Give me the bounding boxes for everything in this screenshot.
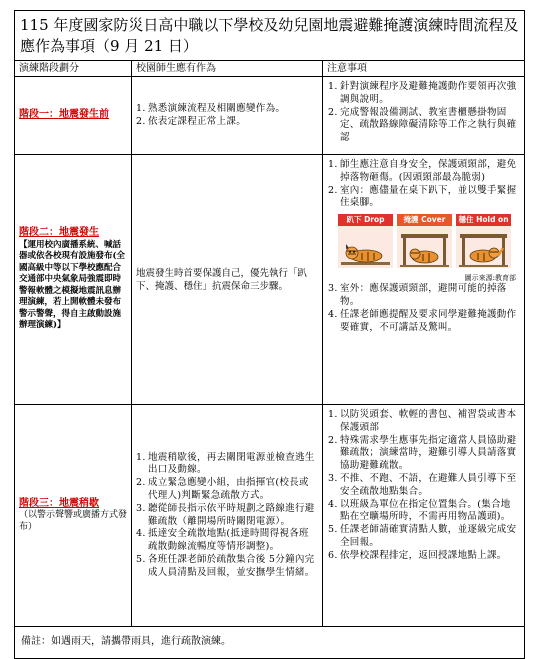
stage1-cell (15, 77, 132, 155)
drill-table (14, 10, 525, 659)
panel-cover (397, 214, 452, 272)
header-row (15, 61, 525, 77)
list-item: 2. 完成警報設備測試、教室書櫃懸掛物固定、疏散路線障礙清除等工作之執行與確認 (328, 106, 517, 144)
stage2-row (15, 155, 525, 405)
list-item: 1. 地震稍歇後，再去關閉電源並檢查逃生出口及動線。 (136, 451, 315, 476)
remark: 備註：如遇雨天，請攜帶雨具，進行疏散演練。 (15, 627, 525, 659)
list-item: 3. 聽從師長指示依平時規劃之路線進行避難疏散（離開場所時關閉電源）。 (136, 502, 315, 527)
list-item: 5. 各班任課老師於疏散集合後 5分鐘內完成人員清點及回報，並安撫學生情緒。 (136, 553, 315, 578)
remark-row (15, 627, 525, 659)
stage2-staff (132, 155, 323, 405)
stage2-cell (15, 155, 132, 405)
list-item: 1. 針對演練程序及避難掩護動作要領再次強調與說明。 (328, 81, 517, 105)
drop-figure-icon (338, 226, 393, 268)
header-staff: 校園師生應有作為 (132, 61, 323, 77)
document-title: 115 年度國家防災日高中職以下學校及幼兒園地震避難掩護演練時間流程及應作為事項（9 月 21 日） (15, 11, 525, 61)
stage1-title: 階段一：地震發生前 (19, 109, 109, 121)
stage3-note: （以警示聲響或廣播方式發布） (19, 510, 128, 532)
illustration-credit: 圖示來源:教育部 (464, 274, 516, 283)
panel-hold-label: 穩住 Hold on (456, 214, 511, 226)
list-item: 1. 師生應注意自身安全，保護頭頸部，避免掉落物砸傷。(因頭頸部最為脆弱) (328, 159, 517, 183)
stage3-row (15, 405, 525, 627)
list-item: 3. 室外：應保護頭頸部，避開可能的掉落物。 (328, 283, 507, 307)
header-notes: 注意事項 (323, 61, 525, 77)
list-item: 2. 成立緊急應變小組，由指揮官(校長或代理人)判斷緊急疏散方式。 (136, 477, 309, 501)
stage3-staff (132, 405, 323, 627)
list-item: 2. 依表定課程正常上課。 (136, 115, 247, 127)
list-item: 2. 特殊需求學生應事先指定適當人員協助避難疏散；演練當時，避難引導人員請落實協助避難疏散。 (328, 434, 517, 472)
stage1-staff (132, 77, 323, 155)
stage3-title: 階段三：地震稍歇 (19, 497, 99, 509)
stage2-notes (323, 155, 525, 405)
list-item: 1. 熟悉演練流程及相關應變作為。 (136, 102, 286, 114)
stage2-title: 階段二：地震發生 (19, 227, 99, 239)
stage2-staff-text: 地震發生時首要保護自己，優先執行「趴下、掩護、穩住」抗震保命三步驟。 (136, 267, 308, 292)
list-item: 3. 不推、不跑、不語，在避難人員引導下至安全疏散地點集合。 (328, 472, 517, 497)
list-item: 4. 以班級為單位在指定位置集合。(集合地點在空曠場所時，不需再用物品護頭)。 (328, 498, 511, 523)
panel-drop-label: 趴下 Drop (338, 214, 393, 226)
panel-cover-label: 掩護 Cover (397, 214, 452, 226)
list-item: 4. 任課老師應提醒及要求同學避難掩護動作要確實，不可講話及驚叫。 (328, 308, 517, 333)
document-page (14, 10, 524, 659)
stage2-note: 【運用校內廣播系統、喊話器或依各校現有設施發布(全國高級中等以下學校應配合交通部中央氣象局強震即時警報軟體之模擬地震訊息辦理演練，若上開軟體未發布警示警聲，得自主啟動設施辦理演練)】 (19, 239, 126, 331)
hold-figure-icon (456, 226, 511, 268)
list-item: 2. 室內：應儘量在桌下趴下，並以雙手緊握住桌腳。 (328, 184, 517, 209)
list-item: 4. 抵達安全疏散地點(抵達時間得視各班疏散動線流暢度等情形調整)。 (136, 528, 309, 553)
drop-cover-hold-illustration (338, 214, 520, 272)
panel-hold (456, 214, 511, 272)
stage3-notes (323, 405, 525, 627)
stage1-row (15, 77, 525, 155)
stage3-cell (15, 405, 132, 627)
list-item: 1. 以防災頭套、軟輕的書包、補習袋或書本保護頭部 (328, 409, 517, 433)
list-item: 6. 依學校課程排定，返回授課地點上課。 (328, 549, 507, 561)
panel-drop (338, 214, 393, 272)
cover-figure-icon (397, 226, 452, 268)
header-stage: 演練階段劃分 (15, 61, 132, 77)
stage1-notes (323, 77, 525, 155)
list-item: 5. 任課老師請確實清點人數，並逐級完成安全回報。 (328, 524, 517, 548)
